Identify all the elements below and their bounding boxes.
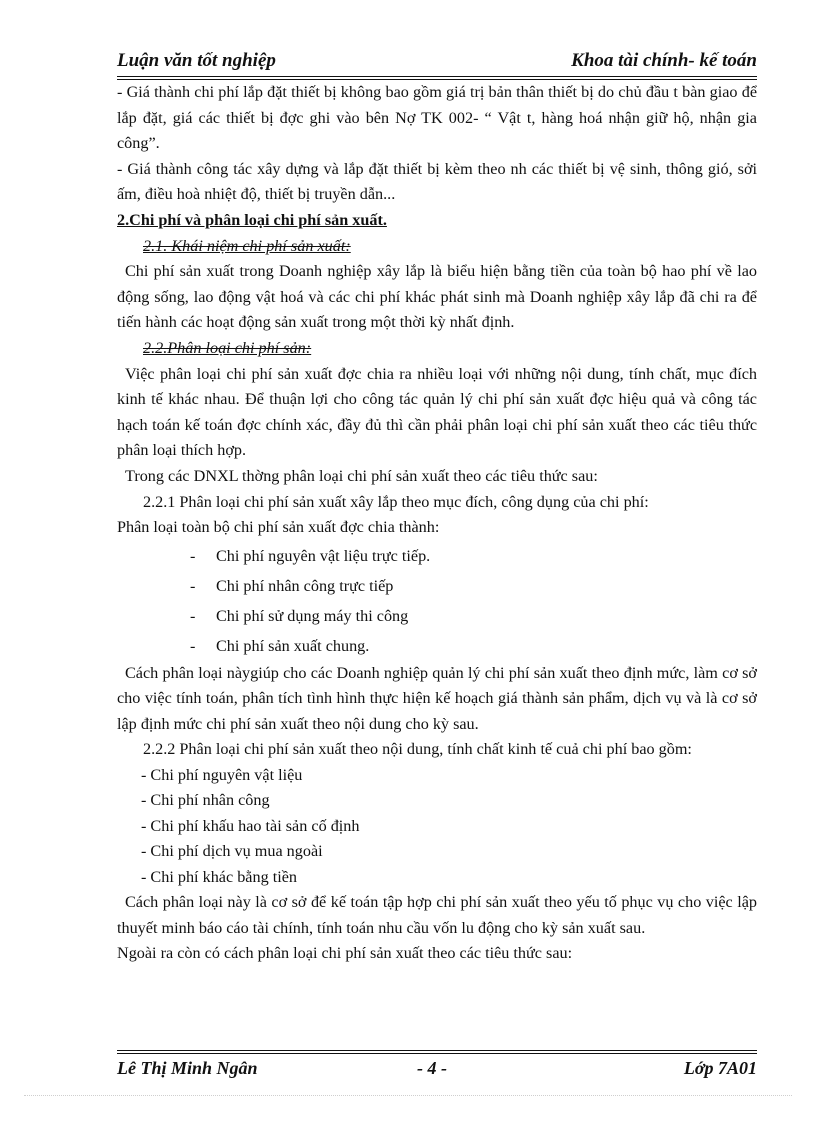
bullet-text: Chi phí nguyên vật liệu trực tiếp. bbox=[216, 546, 431, 565]
header-left-title: Luận văn tốt nghiệp bbox=[117, 50, 276, 71]
bullet-mark: - bbox=[190, 576, 196, 595]
paragraph-p1: - Giá thành chi phí lắp đặt thiết bị không bao gồm giá trị bản thân thiết bị do chủ đầu t bàn giao để lắp đặt, giá các thiết bị đợc ghi vào bên Nợ TK 002- “ Vật t, hàng hoá nhận giữ hộ, nhận gia công”. bbox=[117, 83, 757, 153]
dash-list-item: - Chi phí nguyên vật liệu bbox=[141, 766, 303, 785]
paragraph-p5: Trong các DNXL thờng phân loại chi phí sản xuất theo các tiêu thức sau: bbox=[125, 466, 598, 485]
page-bottom-dotted-border bbox=[24, 1095, 792, 1096]
bullet-mark: - bbox=[190, 606, 196, 625]
header-right-title: Khoa tài chính- kế toán bbox=[571, 50, 757, 71]
page-number: - 4 - bbox=[417, 1058, 447, 1078]
paragraph-p4: Việc phân loại chi phí sản xuất đợc chia ra nhiều loại với những nội dung, tính chất, mục đích kinh tế khác nhau. Để thuận lợi cho công tác quản lý chi phí sản xuất đợc hiệu quả và công tác hạch toán kế toán đợc chính xác, đầy đủ thì cần phải phân loại chi phí sản xuất theo các tiêu thức phân loại thích hợp. bbox=[117, 364, 757, 460]
dash-list-item: - Chi phí nhân công bbox=[141, 791, 270, 810]
document-body bbox=[117, 80, 757, 967]
bullet-text: Chi phí sử dụng máy thi công bbox=[216, 606, 409, 625]
paragraph-p7: Cách phân loại nàygiúp cho các Doanh nghiệp quản lý chi phí sản xuất theo định mức, làm cơ sở cho việc tính toán, phân tích tình hình thực hiện kế hoạch giá thành sản phẩm, dịch vụ và là cơ sở lập định mức chi phí sản xuất theo nội dung cho kỳ sau. bbox=[117, 663, 757, 733]
dash-list-item: - Chi phí khấu hao tài sản cố định bbox=[141, 816, 360, 835]
footer-author: Lê Thị Minh Ngân bbox=[117, 1058, 258, 1078]
subsection-heading-2-1: 2.1. Khái niệm chi phí sản xuất: bbox=[143, 236, 351, 255]
list-item bbox=[190, 541, 757, 571]
bullet-mark: - bbox=[190, 636, 196, 655]
list-item bbox=[190, 631, 757, 661]
footer-class: Lớp 7A01 bbox=[683, 1058, 757, 1078]
list-item bbox=[190, 571, 757, 601]
dash-list-item: - Chi phí khác bằng tiền bbox=[141, 867, 297, 886]
page-footer bbox=[117, 1058, 757, 1082]
section-heading: 2.Chi phí và phân loại chi phí sản xuất. bbox=[117, 210, 387, 229]
bullet-text: Chi phí sản xuất chung. bbox=[216, 636, 370, 655]
footer-double-rule bbox=[117, 1050, 757, 1054]
paragraph-p3: Chi phí sản xuất trong Doanh nghiệp xây lắp là biểu hiện bằng tiền của toàn bộ hao phí về lao động sống, lao động vật hoá và các chi phí khác phát sinh mà Doanh nghiệp xây lắp đã chi ra để tiến hành các hoạt động sản xuất trong một thời kỳ nhất định. bbox=[117, 262, 757, 332]
dash-list-item: - Chi phí dịch vụ mua ngoài bbox=[141, 842, 323, 861]
paragraph-p6: Phân loại toàn bộ chi phí sản xuất đợc chia thành: bbox=[117, 518, 440, 537]
bullet-mark: - bbox=[190, 546, 196, 565]
paragraph-p2: - Giá thành công tác xây dựng và lắp đặt thiết bị kèm theo nh các thiết bị vệ sinh, thông gió, sởi ấm, điều hoà nhiệt độ, thiết bị truyền dẫn... bbox=[117, 159, 757, 204]
bullet-text: Chi phí nhân công trực tiếp bbox=[216, 576, 394, 595]
list-item bbox=[190, 601, 757, 631]
numbered-heading-2-2-2: 2.2.2 Phân loại chi phí sản xuất theo nội dung, tính chất kinh tế cuả chi phí bao gồm: bbox=[143, 740, 692, 759]
numbered-heading-2-2-1: 2.2.1 Phân loại chi phí sản xuất xây lắp theo mục đích, công dụng của chi phí: bbox=[143, 492, 649, 511]
page-header bbox=[117, 50, 757, 76]
paragraph-p9: Ngoài ra còn có cách phân loại chi phí sản xuất theo các tiêu thức sau: bbox=[117, 944, 573, 963]
paragraph-p8: Cách phân loại này là cơ sở để kế toán tập hợp chi phí sản xuất theo yếu tố phục vụ cho việc lập thuyết minh báo cáo tài chính, tính toán nhu cầu vốn lu động cho kỳ sản xuất sau. bbox=[117, 893, 757, 937]
subsection-heading-2-2: 2.2.Phân loại chi phí sản: bbox=[143, 338, 312, 357]
